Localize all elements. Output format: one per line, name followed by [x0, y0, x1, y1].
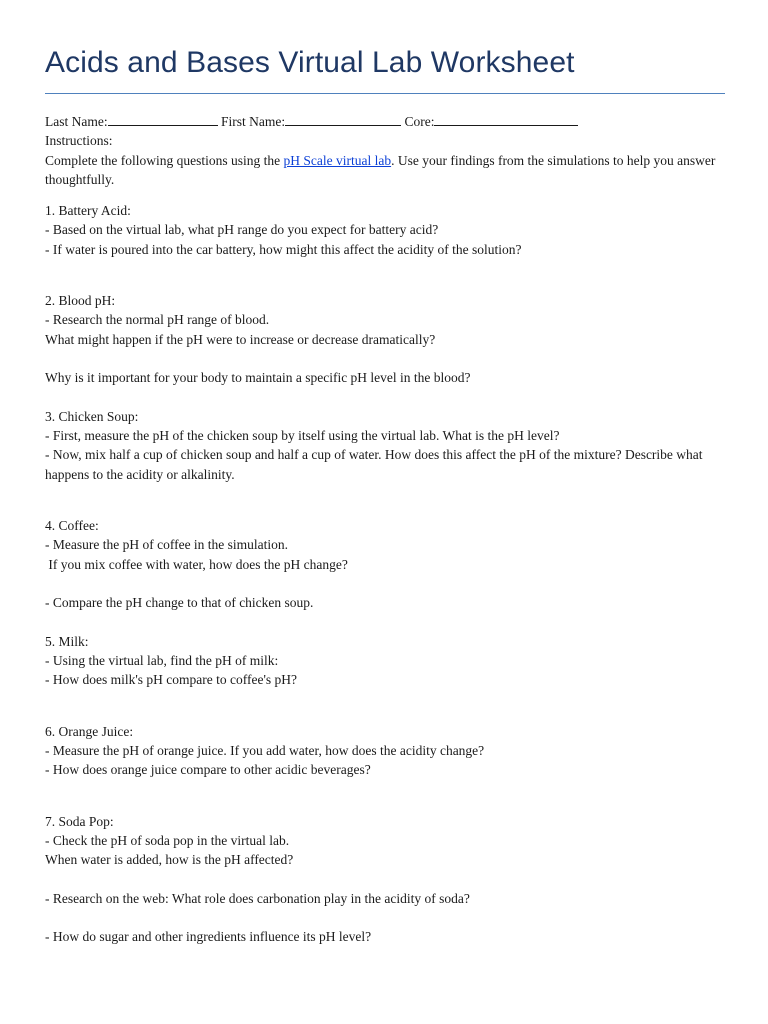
question-line: - Research the normal pH range of blood. — [45, 312, 270, 328]
question-line: - Check the pH of soda pop in the virtual lab. — [45, 832, 290, 848]
instructions-text — [45, 151, 725, 190]
question-heading-soda-pop: 7. Soda Pop: — [45, 813, 114, 829]
instructions-text-start: Complete the following questions using the — [45, 152, 284, 168]
question-heading-battery-acid: 1. Battery Acid: — [45, 203, 131, 219]
page-title: Acids and Bases Virtual Lab Worksheet — [45, 46, 575, 79]
question-line: If you mix coffee with water, how does the pH change? — [45, 556, 348, 572]
last-name-blank[interactable] — [108, 113, 218, 126]
question-line: What might happen if the pH were to increase or decrease dramatically? — [45, 331, 436, 347]
name-fields-row — [45, 112, 725, 131]
question-heading-chicken-soup: 3. Chicken Soup: — [45, 408, 139, 424]
question-line: - Using the virtual lab, find the pH of milk: — [45, 653, 279, 669]
question-line: When water is added, how is the pH affected? — [45, 852, 294, 868]
question-heading-blood-ph: 2. Blood pH: — [45, 293, 116, 309]
question-line: - How does milk's pH compare to coffee's pH? — [45, 672, 298, 688]
question-line: - Measure the pH of coffee in the simulation. — [45, 537, 289, 553]
question-heading-coffee: 4. Coffee: — [45, 518, 99, 534]
title-divider — [45, 93, 725, 94]
core-label: Core: — [404, 114, 435, 129]
question-line: - First, measure the pH of the chicken soup by itself using the virtual lab. What is the pH level? — [45, 428, 560, 444]
ph-scale-lab-link[interactable]: pH Scale virtual lab — [283, 152, 392, 168]
question-line: - How do sugar and other ingredients influence its pH level? — [45, 929, 372, 945]
worksheet-body — [45, 112, 725, 947]
first-name-blank[interactable] — [285, 113, 401, 126]
question-line: - Research on the web: What role does carbonation play in the acidity of soda? — [45, 890, 470, 906]
question-heading-orange-juice: 6. Orange Juice: — [45, 723, 134, 739]
instructions-text-end: . Use your findings from the simulations to help you answer thoughtfully. — [45, 152, 716, 187]
question-heading-milk: 5. Milk: — [45, 633, 89, 649]
question-line: - Measure the pH of orange juice. If you add water, how does the acidity change? — [45, 743, 485, 759]
question-line: Why is it important for your body to maintain a specific pH level in the blood? — [45, 370, 471, 386]
last-name-label: Last Name: — [45, 114, 108, 129]
question-line: - How does orange juice compare to other acidic beverages? — [45, 762, 371, 778]
question-line: - If water is poured into the car battery, how might this affect the acidity of the solution? — [45, 241, 522, 257]
question-line: - Based on the virtual lab, what pH range do you expect for battery acid? — [45, 222, 439, 238]
first-name-label: First Name: — [220, 114, 286, 129]
instructions-label: Instructions: — [45, 133, 113, 149]
core-blank[interactable] — [434, 113, 578, 126]
question-line: - Compare the pH change to that of chicken soup. — [45, 595, 314, 611]
question-line: - Now, mix half a cup of chicken soup and half a cup of water. How does this affect the pH of the mixture? Describe what happens to the acidity or alkalinity. — [45, 447, 703, 482]
